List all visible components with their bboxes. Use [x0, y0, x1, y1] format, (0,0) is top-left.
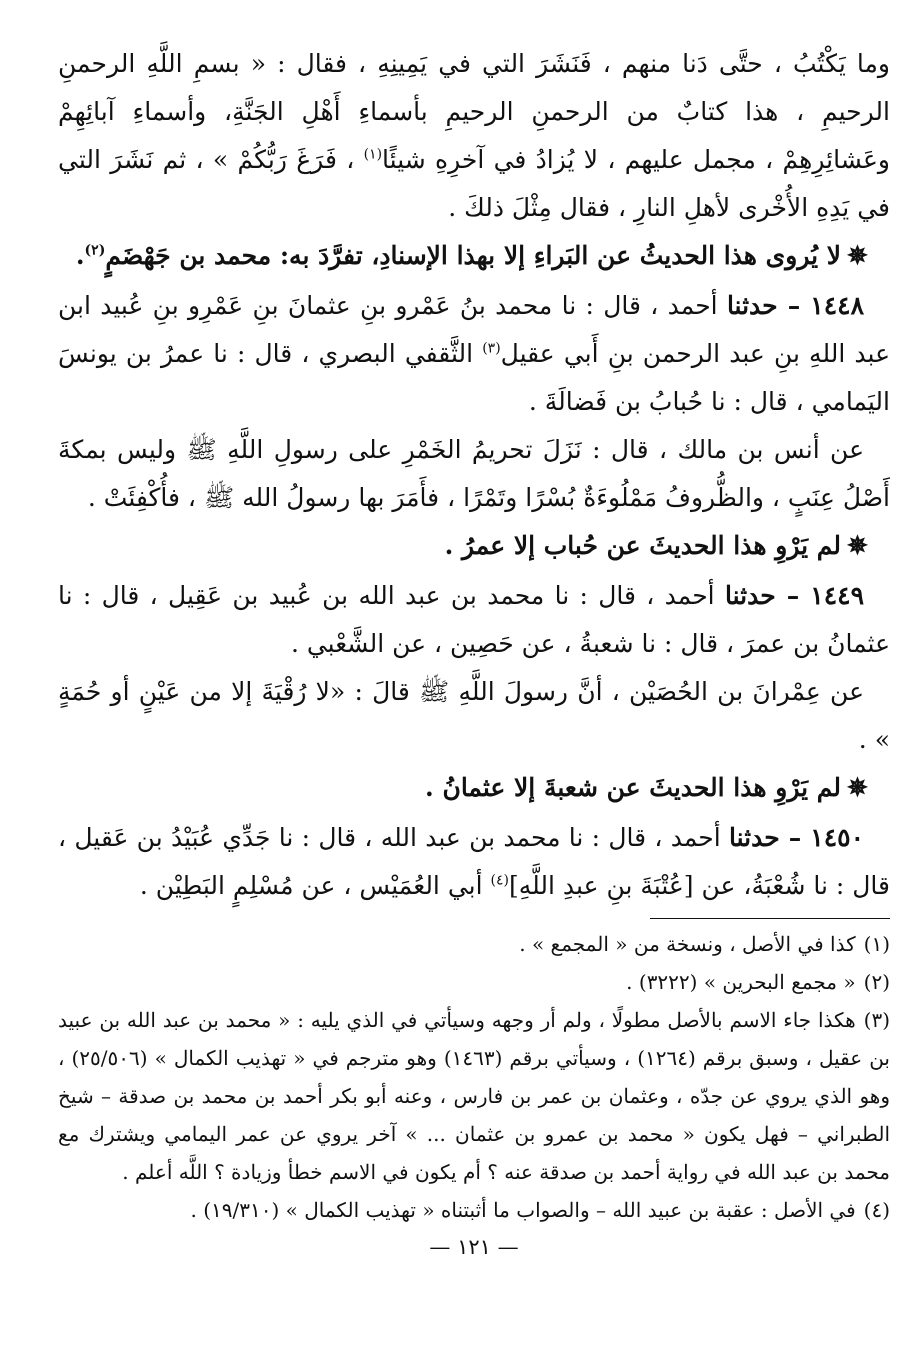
- footnote-separator: [650, 918, 890, 919]
- hadith-1449-isnad: [58, 572, 890, 668]
- footnote-mark: (٣): [863, 1008, 890, 1032]
- footnote-ref-3: (٣): [482, 340, 501, 357]
- hadith-number: ١٤٤٨ – حدثنا: [726, 291, 864, 320]
- footnote-2: [58, 963, 890, 1001]
- text-run: أبي العُمَيْس ، عن مُسْلِمٍ البَطِيْن .: [139, 871, 491, 900]
- text-run: عن عِمْرانَ بن الحُصَيْن ، أنَّ رسولَ اللَّهِ ﷺ قالَ : «لا رُقْيَةَ إلا من عَيْنٍ أو حُمَةٍ » .: [58, 677, 890, 754]
- footnote-ref-4: (٤): [490, 872, 509, 889]
- comment-text: لا يُروى هذا الحديثُ عن البَراءِ إلا بهذا الإسنادِ، تفرَّدَ به: محمد بن جَهْضَمٍ: [105, 241, 842, 270]
- book-page: [58, 40, 890, 1259]
- footnote-mark: (٢): [863, 970, 890, 994]
- comment-1448: [58, 522, 890, 570]
- hadith-number: ١٤٤٩ – حدثنا: [724, 581, 865, 610]
- comment-text: لم يَرْوِ هذا الحديثَ عن حُباب إلا عمرُ .: [444, 531, 842, 560]
- footnote-text: هكذا جاء الاسم بالأصل مطولًا ، ولم أر وجهه وسيأتي في الذي يليه : « محمد بن عبد الله بن عبيد بن عقيل ، وسبق برقم (١٢٦٤) ، وسيأتي برقم (١٤٦٣) وهو مترجم في « تهذيب الكمال » (٢٥/٥٠٦) ، وهو الذي يروي عن جدّه ، وعثمان بن عمر بن فارس ، وعنه أبو بكر أحمد بن محمد بن صدقة – شيخ الطبراني – فهل يكون « محمد بن عمرو بن عثمان ... » آخر يروي عن عمر اليمامي ويشترك مع محمد بن عبد الله في رواية أحمد بن صدقة عنه ؟ أم يكون في الاسم خطأ وزيادة ؟ اللَّه أعلم .: [58, 1008, 890, 1184]
- main-text: [58, 40, 890, 910]
- footnote-mark: (٤): [863, 1198, 890, 1222]
- comment-text: لم يَرْوِ هذا الحديثَ عن شعبةَ إلا عثمانُ .: [425, 773, 842, 802]
- comment-1449: [58, 764, 890, 812]
- text-run: ، فَرَغَ رَبُّكُمْ » ، ثم نَشَرَ التي في يَدِهِ الأُخْرى لأهلِ النارِ ، فقال مِثْلَ ذلكَ .: [58, 145, 890, 222]
- footnote-mark: (١): [863, 932, 890, 956]
- footnote-ref-1: (١): [363, 146, 383, 163]
- text-run: أحمد ، قال : نا محمد بنُ عَمْرو بنِ عثمانَ بنِ عَمْرِو بنِ عُبيد ابن عبد اللهِ بنِ عبد الرحمن بنِ أَبي عقيل: [58, 291, 891, 368]
- star-icon: ✵: [847, 531, 868, 560]
- hadith-1450-isnad: [58, 814, 890, 910]
- star-icon: ✵: [847, 241, 868, 270]
- comment-1447: [58, 232, 890, 280]
- footnotes: [58, 925, 890, 1229]
- text-run: الثَّقفي البصري ، قال : نا عمرُ بن يونسَ اليَمامي ، قال : نا حُبابُ بن فَضالَةَ .: [58, 339, 890, 416]
- hadith-1447-ending: [58, 40, 890, 232]
- text-run: أحمد ، قال : نا محمد بن عبد الله بن عُبيد بن عَقِيل ، قال : نا عثمانُ بن عمرَ ، قال : نا شعبةُ ، عن حَصِين ، عن الشَّعْبي .: [58, 581, 890, 658]
- footnote-3: [58, 1001, 890, 1191]
- text-run: أحمد ، قال : نا محمد بن عبد الله ، قال : نا جَدِّي عُبَيْدُ بن عَقيل ، قال : نا شُعْبَةُ، عن [عُتْبَةَ بنِ عبدِ اللَّهِ]: [58, 823, 890, 900]
- page-number: — ١٢١ —: [429, 1235, 519, 1259]
- footnote-text: « مجمع البحرين » (٣٢٢٢) .: [626, 970, 856, 994]
- star-icon: ✵: [847, 773, 868, 802]
- footnote-text: كذا في الأصل ، ونسخة من « المجمع » .: [519, 932, 856, 956]
- text-run: وما يَكْتُبُ ، حتَّى دَنا منهم ، فَنَشَرَ التي في يَمِينِهِ ، فقال : « بسمِ اللَّهِ الرحمنِ الرحيمِ ، هذا كتابٌ من الرحمنِ الرحيمِ بأسماءِ أَهْلِ الجَنَّةِ، وأسماءِ آبائِهِمْ وعَشائِرِهِمْ ، مجمل عليهم ، لا يُزادُ في آخرِهِ شيئًا: [58, 49, 890, 174]
- hadith-1448-matn: [58, 426, 890, 522]
- text-run: .: [75, 241, 85, 270]
- text-run: عن أنس بن مالك ، قال : نَزَلَ تحريمُ الخَمْرِ على رسولِ اللَّهِ ﷺ وليس بمكةَ أَصْلُ عِنَبٍ ، والظُّروفُ مَمْلُوءَةٌ بُسْرًا وتَمْرًا ، فأَمَرَ بها رسولُ الله ﷺ ، فأُكْفِئَتْ .: [58, 435, 890, 512]
- hadith-number: ١٤٥٠ – حدثنا: [729, 823, 864, 852]
- footnote-1: [58, 925, 890, 963]
- footnote-4: [58, 1191, 890, 1229]
- footnote-text: في الأصل : عقبة بن عبيد الله – والصواب ما أثبتناه « تهذيب الكمال » (١٩/٣١٠) .: [190, 1198, 856, 1222]
- hadith-1448-isnad: [58, 282, 890, 426]
- hadith-1449-matn: [58, 668, 890, 764]
- footnote-ref-2: (٢): [84, 242, 106, 259]
